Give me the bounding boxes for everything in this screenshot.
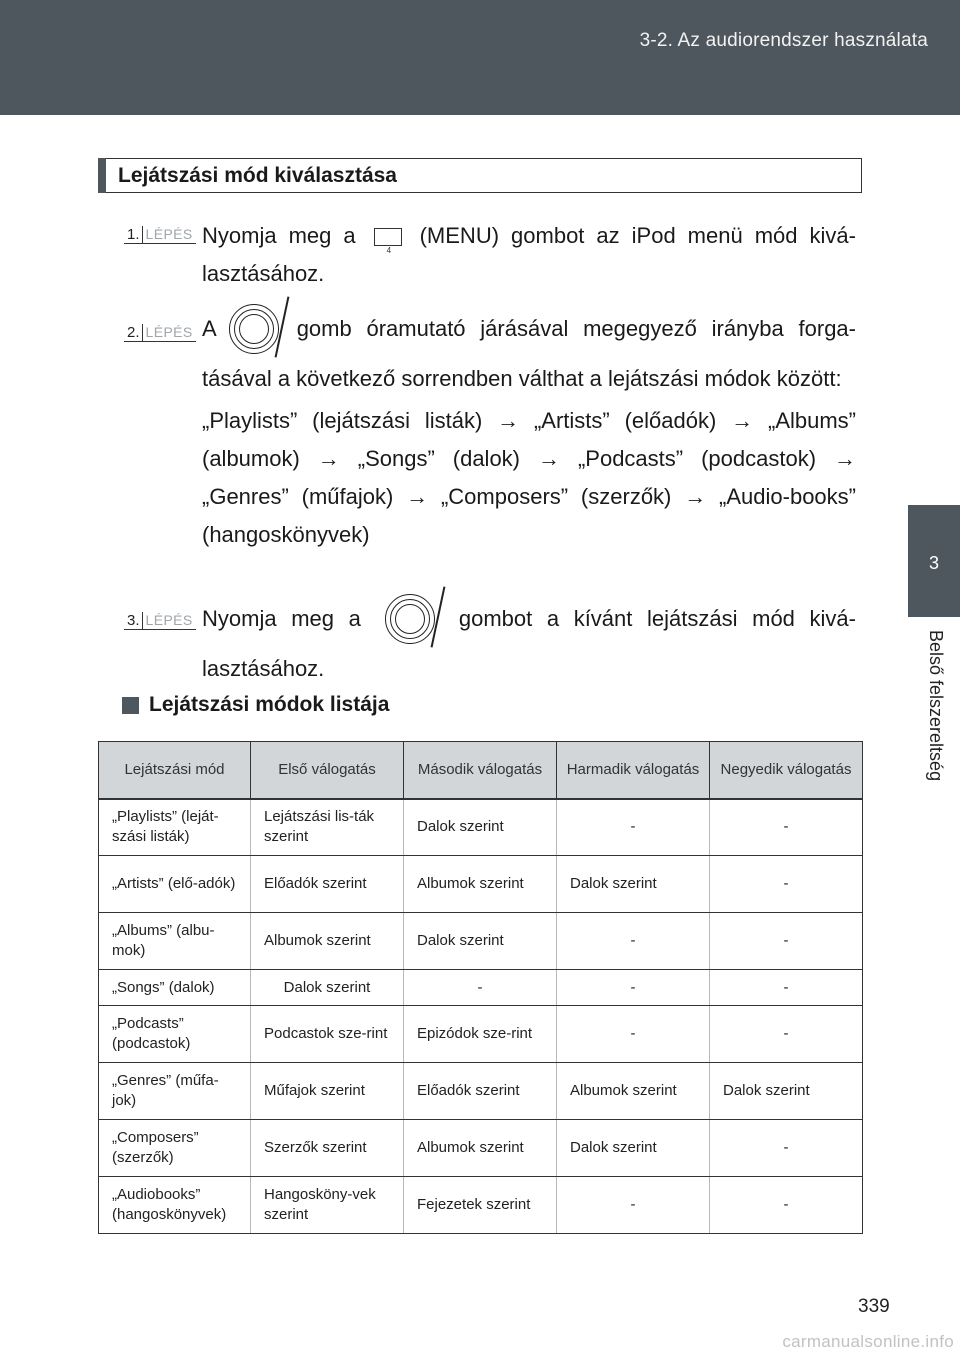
table-cell: - xyxy=(710,970,863,1006)
table-header-cell: Harmadik válogatás xyxy=(557,742,710,799)
step-number: 1. xyxy=(124,226,142,244)
table-row xyxy=(99,856,863,913)
table-cell: Szerzők szerint xyxy=(251,1120,404,1177)
table-row xyxy=(99,799,863,856)
table-cell: Dalok szerint xyxy=(557,1120,710,1177)
step-1-post: (MENU) gombot az iPod menü mód kivá-lasztásához. xyxy=(202,223,856,286)
step-word: LÉPÉS xyxy=(142,324,196,342)
chapter-tab xyxy=(908,505,960,617)
table-row xyxy=(99,1006,863,1063)
table-cell: Műfajok szerint xyxy=(251,1063,404,1120)
table-cell: Dalok szerint xyxy=(557,856,710,913)
section-marker xyxy=(98,158,106,193)
square-bullet-icon xyxy=(122,697,139,714)
chapter-tab-label-wrap xyxy=(917,630,951,840)
table-cell: Albumok szerint xyxy=(251,913,404,970)
table-row xyxy=(99,970,863,1006)
step-number: 3. xyxy=(124,612,142,630)
table-cell: - xyxy=(710,1177,863,1234)
knob-ring-inner xyxy=(395,604,425,634)
table-cell: - xyxy=(710,856,863,913)
table-cell: Hangosköny-vek szerint xyxy=(251,1177,404,1234)
step-2-post: gomb óramutató járásával megegyező irányba forga-tásával a következő sorrendben válthat a lejátszási módok között: xyxy=(202,315,856,391)
table-cell: - xyxy=(557,913,710,970)
table-cell: Előadók szerint xyxy=(404,1063,557,1120)
table-cell: - xyxy=(557,1177,710,1234)
section-title-box xyxy=(98,158,862,193)
page-number: 339 xyxy=(858,1296,890,1317)
step-3-text xyxy=(202,590,856,688)
table-cell: „Artists” (elő-adók) xyxy=(99,856,251,913)
table-row xyxy=(99,913,863,970)
chapter-tab-label: Belső felszereltség xyxy=(926,630,946,782)
table-cell: Epizódok sze-rint xyxy=(404,1006,557,1063)
watermark: carmanualsonline.info xyxy=(782,1332,954,1351)
table-header-cell: Első válogatás xyxy=(251,742,404,799)
table-row xyxy=(99,1120,863,1177)
step-2-text xyxy=(202,300,856,554)
step-1-pre: Nyomja meg a xyxy=(202,223,356,248)
knob-ring-inner xyxy=(239,314,269,344)
table-header-row xyxy=(99,742,863,799)
table-header-cell: Lejátszási mód xyxy=(99,742,251,799)
table-cell: Albumok szerint xyxy=(404,1120,557,1177)
modes-table xyxy=(98,741,863,1234)
header-band xyxy=(0,0,960,115)
table-cell: - xyxy=(710,913,863,970)
rotary-knob-icon xyxy=(383,590,445,650)
table-row xyxy=(99,1177,863,1234)
chapter-tab-number: 3 xyxy=(928,553,939,573)
table-cell: Dalok szerint xyxy=(710,1063,863,1120)
mode-sequence: „Playlists” (lejátszási listák) → „Artists” (előadók) → „Albums” (albumok) → „Songs” (dalok) → „Podcasts” (podcastok) → „Genres” (műfajok) → „Composers” (szerzők) → „Audio-books” (hangoskönyvek) xyxy=(202,408,856,547)
table-cell: „Genres” (műfa-jok) xyxy=(99,1063,251,1120)
table-cell: Albumok szerint xyxy=(557,1063,710,1120)
step-2-pre: A xyxy=(202,315,217,341)
step-number: 2. xyxy=(124,324,142,342)
table-cell: - xyxy=(710,1120,863,1177)
chapter-header-title: 3-2. Az audiorendszer használata xyxy=(639,30,928,51)
step-word: LÉPÉS xyxy=(142,612,196,630)
list-heading xyxy=(122,693,389,717)
table-cell: „Playlists” (leját-szási listák) xyxy=(99,799,251,856)
table-cell: Albumok szerint xyxy=(404,856,557,913)
section-title: Lejátszási mód kiválasztása xyxy=(118,163,397,187)
table-cell: Dalok szerint xyxy=(251,970,404,1006)
table-cell: „Albums” (albu-mok) xyxy=(99,913,251,970)
table-cell: - xyxy=(557,799,710,856)
step-3-pre: Nyomja meg a xyxy=(202,605,361,631)
step-badge-2 xyxy=(124,320,196,342)
step-3-post: gombot a kívánt lejátszási mód kivá-lasztásához. xyxy=(202,605,856,681)
list-heading-text: Lejátszási módok listája xyxy=(149,693,390,716)
step-2-intro xyxy=(202,300,856,398)
step-badge-3 xyxy=(124,608,196,630)
table-cell: Lejátszási lis-ták szerint xyxy=(251,799,404,856)
table-cell: „Podcasts” (podcastok) xyxy=(99,1006,251,1063)
table-cell: Podcastok sze-rint xyxy=(251,1006,404,1063)
table-cell: - xyxy=(557,970,710,1006)
menu-button-icon xyxy=(374,228,402,256)
table-cell: - xyxy=(404,970,557,1006)
table-cell: Dalok szerint xyxy=(404,799,557,856)
table-header-cell: Második válogatás xyxy=(404,742,557,799)
table-row xyxy=(99,1063,863,1120)
menu-button-label: 4 xyxy=(386,246,392,256)
table-cell: Előadók szerint xyxy=(251,856,404,913)
table-cell: - xyxy=(710,1006,863,1063)
table-cell: - xyxy=(710,799,863,856)
table-cell: - xyxy=(557,1006,710,1063)
table-cell: Fejezetek szerint xyxy=(404,1177,557,1234)
table-cell: „Audiobooks” (hangoskönyvek) xyxy=(99,1177,251,1234)
step-1-text xyxy=(202,217,856,293)
step-word: LÉPÉS xyxy=(142,226,196,244)
table-cell: „Composers” (szerzők) xyxy=(99,1120,251,1177)
rotary-knob-icon xyxy=(227,300,289,360)
step-badge-1 xyxy=(124,222,196,244)
table-cell: „Songs” (dalok) xyxy=(99,970,251,1006)
table-header-cell: Negyedik válogatás xyxy=(710,742,863,799)
table-cell: Dalok szerint xyxy=(404,913,557,970)
